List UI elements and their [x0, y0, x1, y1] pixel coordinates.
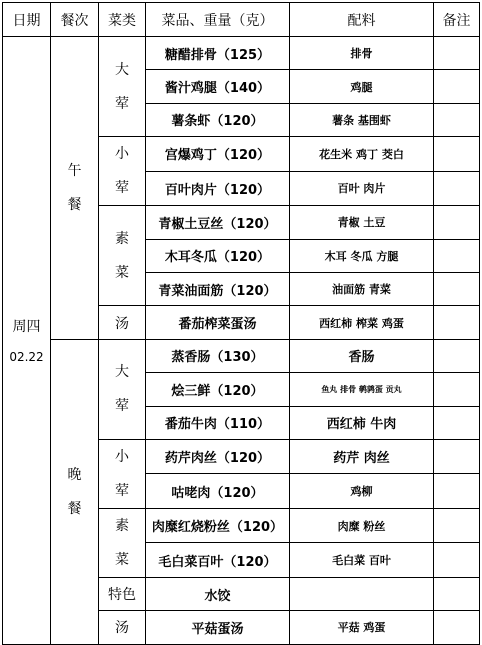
dish-ingredients: 鸡柳: [290, 474, 434, 509]
header-meal: 餐次: [51, 3, 99, 37]
category-char: 大: [115, 61, 129, 78]
category-cell: 汤: [99, 611, 146, 644]
dish-name: 木耳冬瓜（120）: [146, 239, 290, 272]
notes-cell: [434, 239, 480, 272]
dish-name: 番茄榨菜蛋汤: [146, 306, 290, 339]
notes-cell: [434, 611, 480, 644]
dish-name: 薯条虾（120）: [146, 103, 290, 136]
category-cell: [99, 206, 146, 306]
dish-name: 烩三鲜（120）: [146, 373, 290, 406]
meal-char: 晚: [67, 466, 82, 483]
dish-ingredients: 肉糜 粉丝: [290, 508, 434, 543]
header-dish: 菜品、重量（克）: [146, 3, 290, 37]
dish-ingredients: [290, 577, 434, 610]
notes-cell: [434, 543, 480, 578]
meal-char: 午: [67, 162, 82, 179]
notes-cell: [434, 70, 480, 103]
notes-cell: [434, 37, 480, 70]
dish-ingredients: 药芹 肉丝: [290, 439, 434, 474]
dish-ingredients: 西红柿 牛肉: [290, 406, 434, 439]
category-char: 菜: [115, 264, 129, 281]
table-row: [3, 339, 480, 372]
meal-char: 餐: [67, 196, 82, 213]
dish-ingredients: 香肠: [290, 339, 434, 372]
table-row: [3, 37, 480, 70]
dish-name: 药芹肉丝（120）: [146, 439, 290, 474]
dish-name: 水饺: [146, 577, 290, 610]
category-char: 大: [115, 364, 129, 381]
notes-cell: [434, 306, 480, 339]
category-char: 菜: [115, 551, 129, 568]
dish-ingredients: 花生米 鸡丁 茭白: [290, 137, 434, 172]
header-category: 菜类: [99, 3, 146, 37]
notes-cell: [434, 272, 480, 305]
dish-name: 毛白菜百叶（120）: [146, 543, 290, 578]
dish-name: 平菇蛋汤: [146, 611, 290, 644]
notes-cell: [434, 373, 480, 406]
dish-ingredients: 平菇 鸡蛋: [290, 611, 434, 644]
notes-cell: [434, 406, 480, 439]
category-char: 素: [115, 517, 129, 534]
category-char: 素: [115, 230, 129, 247]
weekday: 周四: [12, 319, 41, 336]
dish-name: 青菜油面筋（120）: [146, 272, 290, 305]
category-char: 荤: [115, 95, 129, 112]
meal-lunch: [51, 37, 99, 340]
dish-name: 宫爆鸡丁（120）: [146, 137, 290, 172]
date-cell: [3, 37, 51, 645]
notes-cell: [434, 439, 480, 474]
category-char: 荤: [115, 180, 129, 197]
dish-ingredients: 鱼丸 排骨 鹌鹑蛋 贡丸: [290, 373, 434, 406]
dish-name: 糖醋排骨（125）: [146, 37, 290, 70]
header-ingredients: 配料: [290, 3, 434, 37]
category-cell: [99, 508, 146, 577]
notes-cell: [434, 508, 480, 543]
dish-ingredients: 油面筋 青菜: [290, 272, 434, 305]
category-cell: 特色: [99, 577, 146, 610]
dish-ingredients: 木耳 冬瓜 方腿: [290, 239, 434, 272]
category-char: 小: [115, 146, 129, 163]
category-cell: [99, 439, 146, 508]
dish-ingredients: 西红柿 榨菜 鸡蛋: [290, 306, 434, 339]
header-row: [3, 3, 480, 37]
dish-ingredients: 薯条 基围虾: [290, 103, 434, 136]
dish-name: 蒸香肠（130）: [146, 339, 290, 372]
dish-ingredients: 鸡腿: [290, 70, 434, 103]
dish-ingredients: 青椒 土豆: [290, 206, 434, 239]
dish-name: 咕咾肉（120）: [146, 474, 290, 509]
menu-table: [2, 2, 480, 645]
dish-ingredients: 百叶 肉片: [290, 171, 434, 206]
notes-cell: [434, 577, 480, 610]
meal-dinner: [51, 339, 99, 644]
header-date: 日期: [3, 3, 51, 37]
dish-ingredients: 排骨: [290, 37, 434, 70]
dish-name: 酱汁鸡腿（140）: [146, 70, 290, 103]
dish-name: 青椒土豆丝（120）: [146, 206, 290, 239]
notes-cell: [434, 339, 480, 372]
category-cell: [99, 37, 146, 137]
notes-cell: [434, 474, 480, 509]
notes-cell: [434, 206, 480, 239]
category-char: 小: [115, 448, 129, 465]
dish-name: 番茄牛肉（110）: [146, 406, 290, 439]
category-char: 荤: [115, 482, 129, 499]
header-notes: 备注: [434, 3, 480, 37]
category-cell: [99, 339, 146, 439]
dish-name: 百叶肉片（120）: [146, 171, 290, 206]
notes-cell: [434, 137, 480, 172]
dish-name: 肉糜红烧粉丝（120）: [146, 508, 290, 543]
date-value: 02.22: [9, 350, 44, 365]
category-cell: [99, 137, 146, 206]
meal-char: 餐: [67, 500, 82, 517]
dish-ingredients: 毛白菜 百叶: [290, 543, 434, 578]
notes-cell: [434, 171, 480, 206]
notes-cell: [434, 103, 480, 136]
category-cell: 汤: [99, 306, 146, 339]
category-char: 荤: [115, 398, 129, 415]
